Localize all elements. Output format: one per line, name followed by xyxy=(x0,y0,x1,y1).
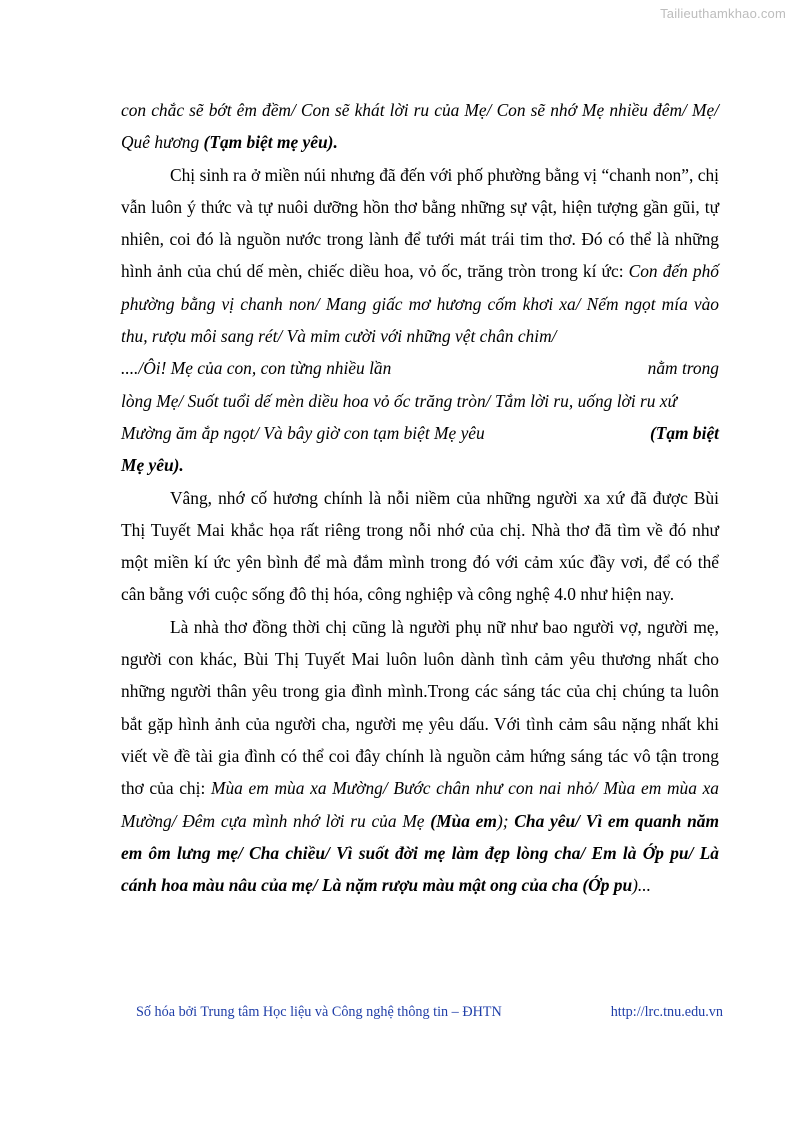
document-body xyxy=(121,94,719,901)
paragraph-quote-end xyxy=(121,94,719,159)
poem-line-long xyxy=(121,385,719,417)
citation-close: ); xyxy=(496,810,515,831)
body-text: Là nhà thơ đồng thời chị cũng là người phụ nữ như bao người vợ, người mẹ, người con khác, Bùi Thị Tuyết Mai luôn luôn dành tình cảm yêu thương nhất cho những người thân yêu trong gia đình mình.Trong các sáng tác của chị chúng ta luôn bắt gặp hình ảnh của người cha, người mẹ yêu dấu. Với tình cảm sâu nặng nhất khi viết về đề tài gia đình có thể coi đây chính là nguồn cảm hứng sáng tác vô tận trong thơ của chị: xyxy=(121,616,719,799)
poem-title: (Tạm biệt xyxy=(649,422,719,443)
poem-title: (Mùa em xyxy=(430,810,497,831)
paragraph-family xyxy=(121,611,719,902)
poem-title: (Ớp pu xyxy=(582,875,633,896)
body-text: Chị sinh ra ở miền núi nhưng đã đến với phố phường bằng vị “chanh non”, chị vẫn luôn ý thức và tự nuôi dưỡng hồn thơ bằng những sự vật, hiện tượng gần gũi, tự nhiên, coi đó là nguồn nước trong lành để tưới mát trái tim thơ. Đó có thể là những hình ảnh của chú dế mèn, chiếc diều hoa, vỏ ốc, trăng tròn trong kí ức: xyxy=(121,164,719,282)
poem-quote: lòng Mẹ/ Suốt tuổi dế mèn diều hoa vỏ ốc trăng tròn/ Tắm lời ru, uống lời ru xứ xyxy=(121,390,678,411)
footer-url: http://lrc.tnu.edu.vn xyxy=(610,1004,723,1020)
poem-quote: nằm trong xyxy=(647,358,719,379)
poem-quote: ..../Ôi! Mẹ của con, con từng nhiều lần xyxy=(121,358,392,379)
poem-quote: Cha yêu/ Vì em quanh năm em ôm lưng mẹ/ Cha chiều/ Vì suốt đời mẹ làm đẹp lòng cha/ Em là Ớp pu/ Là cánh hoa màu nâu của mẹ/ Là nặm rượu màu mật ong của cha xyxy=(121,810,720,896)
watermark-text: Tailieuthamkhao.com xyxy=(660,6,786,21)
poem-line-oi xyxy=(121,352,719,384)
citation-close: )... xyxy=(632,875,651,896)
citation-close: ). xyxy=(327,132,338,153)
body-text: Vâng, nhớ cố hương chính là nỗi niềm của những người xa xứ đã được Bùi Thị Tuyết Mai khắc họa rất riêng trong nỗi nhớ của chị. Nhà thơ đã tìm về đó như một miền kí ức yên bình để mà đắm mình trong đó với cảm xúc đầy vơi, để có thể cân bằng với cuộc sống đô thị hóa, công nghiệp và công nghệ 4.0 như hiện nay. xyxy=(121,487,719,605)
poem-title: Mẹ yêu). xyxy=(121,455,184,476)
poem-quote: con chắc sẽ bớt êm đềm/ Con sẽ khát lời ru của Mẹ/ Con sẽ nhớ Mẹ nhiều đêm/ Mẹ/ Quê hương xyxy=(121,100,719,153)
paragraph-childhood xyxy=(121,159,719,353)
poem-quote: Con đến phố phường bằng vị chanh non/ Mang giấc mơ hương cốm khơi xa/ Nếm ngọt mía vào thu, rượu môi sang rét/ Và mỉm cười với những vệt chân chim/ xyxy=(121,261,719,347)
poem-title-end xyxy=(121,449,719,481)
footer-credit: Số hóa bởi Trung tâm Học liệu và Công nghệ thông tin – ĐHTN xyxy=(136,1004,502,1020)
poem-line-muong xyxy=(121,417,719,449)
poem-title: Tạm biệt mẹ yêu xyxy=(209,132,328,153)
paragraph-nostalgia xyxy=(121,482,719,611)
page-footer xyxy=(136,1004,723,1021)
poem-quote: Mường ăm ắp ngọt/ Và bây giờ con tạm biệt Mẹ yêu xyxy=(121,422,485,443)
citation-open: ( xyxy=(203,132,210,153)
poem-quote: Mùa em mùa xa Mường/ Bước chân như con nai nhỏ/ Mùa em mùa xa Mường/ Đêm cựa mình nhớ lời ru của Mẹ xyxy=(121,778,719,831)
